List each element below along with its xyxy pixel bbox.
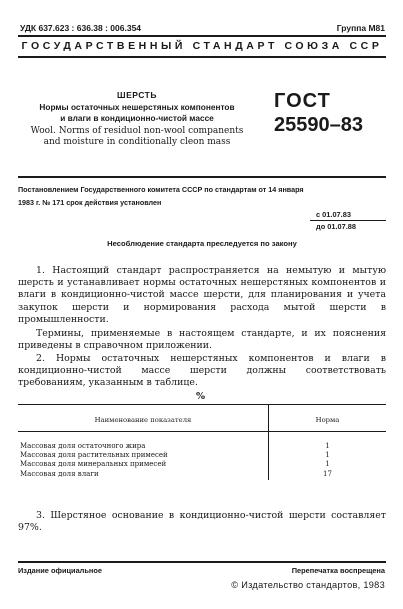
table-col2-header: Норма xyxy=(315,416,340,424)
state-standard-title: ГОСУДАРСТВЕННЫЙ СТАНДАРТ СОЮЗА ССР xyxy=(21,40,383,52)
table-row-name: Массовая доля остаточного жира xyxy=(20,442,146,450)
table-row-value: 17 xyxy=(323,469,332,478)
table-row-value: 1 xyxy=(325,451,330,460)
decree-line2: 1983 г. № 171 срок действия установлен xyxy=(18,198,162,207)
header-rule-top xyxy=(18,35,386,37)
title-ru-line2: и влаги в кондиционно-чистой массе xyxy=(60,113,214,123)
decree-line1: Постановлением Государственного комитета СССР по стандартам от 14 января xyxy=(18,185,304,194)
table-row xyxy=(18,470,386,479)
title-en-line2: and moisture in conditionally cleon mass xyxy=(43,137,231,147)
decree-date-rule xyxy=(310,220,386,221)
udk-code: УДК 637.623 : 636.38 : 006.354 xyxy=(20,23,142,33)
header-rule-bottom xyxy=(18,56,386,58)
table-row xyxy=(18,442,386,451)
violation-notice: Несоблюдение стандарта преследуется по закону xyxy=(107,239,297,248)
footer-rule xyxy=(18,561,386,563)
group-code: Группа М81 xyxy=(336,23,385,33)
table-col1-header: Наименование показателя xyxy=(94,416,192,424)
table-unit: % xyxy=(196,391,206,402)
paragraph-3: 2. Нормы остаточных нешерстяных компонентов и влаги в кондиционно-чистой массе шерсти должны соответствовать требованиям, указанным в таблице. xyxy=(18,353,386,389)
title-en-line1: Wool. Norms of residuol non-wool companents xyxy=(30,126,244,136)
table-row-value: 1 xyxy=(325,442,330,450)
reprint-prohibited: Перепечатка воспрещена xyxy=(291,566,385,575)
table-row xyxy=(18,460,386,469)
table-row xyxy=(18,451,386,460)
table-row-name: Массовая доля влаги xyxy=(20,469,99,478)
title-heading: ШЕРСТЬ xyxy=(117,90,157,100)
official-edition: Издание официальное xyxy=(18,566,103,575)
table-row-name: Массовая доля минеральных примесей xyxy=(20,460,167,469)
copyright: © Издательство стандартов, 1983 xyxy=(231,580,385,590)
title-ru-line1: Нормы остаточных нешерстяных компонентов xyxy=(39,102,235,112)
decree-to-date: до 01.07.88 xyxy=(316,222,357,231)
paragraph-2: Термины, применяемые в настоящем стандарте, и их пояснения приведены в справочном приложении. xyxy=(18,328,386,352)
table-row-name: Массовая доля растительных примесей xyxy=(20,451,168,460)
title-rule xyxy=(18,176,386,178)
gost-number: 25590–83 xyxy=(274,114,363,136)
paragraph-1: 1. Настоящий стандарт распространяется на немытую и мытую шерсть и устанавливает нормы остаточных нешерстяных компонентов и влаги в кондиционно-чистой массе шерсти, для планирования и учета закупок шерсти и нормирования расхода мытой шерсти в промышленности. xyxy=(18,265,386,325)
table-row-value: 1 xyxy=(325,460,330,469)
decree-from-date: с 01.07.83 xyxy=(316,210,351,219)
table-rows xyxy=(18,442,386,479)
paragraph-4: 3. Шерстяное основание в кондиционно-чистой шерсти составляет 97%. xyxy=(18,510,386,534)
gost-label: ГОСТ xyxy=(274,90,331,112)
table-header-rule xyxy=(18,431,386,432)
table-top-rule xyxy=(18,404,386,405)
